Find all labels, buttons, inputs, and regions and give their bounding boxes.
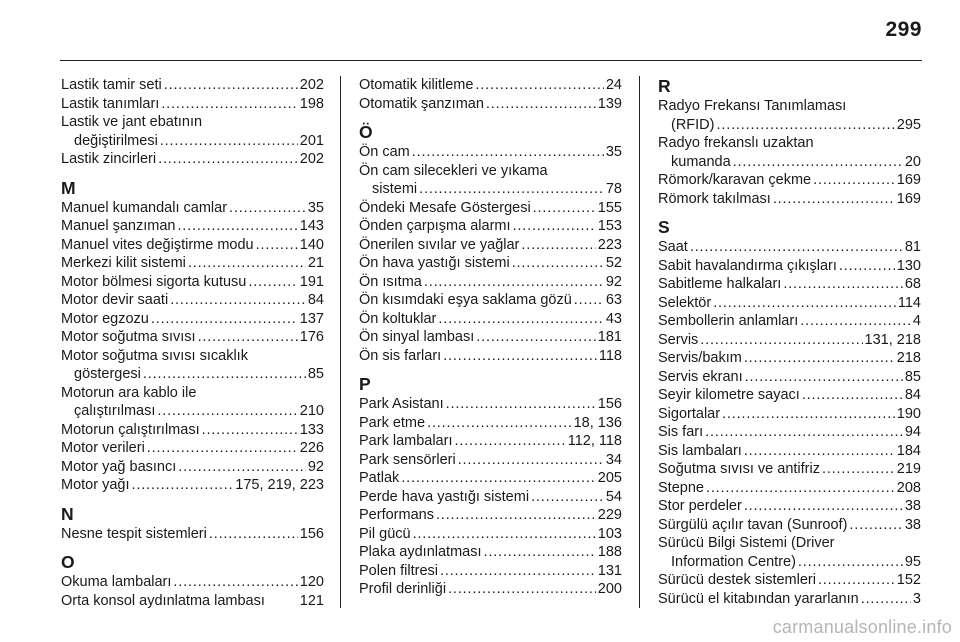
index-entry <box>359 488 622 507</box>
entry-page-numbers: 229 <box>597 507 622 523</box>
entry-term: Manuel vites değiştirme modu <box>61 236 254 253</box>
dot-leader <box>802 386 903 405</box>
entry-page-numbers: 205 <box>597 470 622 486</box>
entry-page-numbers: 84 <box>307 292 324 308</box>
dot-leader <box>448 580 596 599</box>
dot-leader <box>160 132 298 151</box>
index-entry <box>61 421 324 440</box>
index-entry <box>359 506 622 525</box>
entry-term: Sürücü el kitabından yararlanın <box>658 590 859 607</box>
entry-page-numbers: 202 <box>299 77 324 93</box>
page-number: 299 <box>885 18 922 41</box>
index-entry <box>658 331 921 350</box>
entry-page-numbers: 118 <box>598 347 622 364</box>
index-entry <box>61 217 324 236</box>
entry-page-numbers: 188 <box>597 544 622 560</box>
entry-term: Servis/bakım <box>658 350 742 366</box>
dot-leader <box>424 273 604 292</box>
dot-leader <box>521 236 595 255</box>
index-entry <box>61 310 324 329</box>
index-letter-heading: R <box>658 76 671 96</box>
entry-page-numbers: 78 <box>605 181 622 197</box>
dot-leader <box>157 402 297 421</box>
entry-page-numbers: 156 <box>299 525 324 542</box>
dot-leader <box>722 405 895 424</box>
dot-leader <box>419 180 604 199</box>
index-entry <box>658 590 921 609</box>
entry-term: Ön sis farları <box>359 347 442 364</box>
entry-term: Sürgülü açılır tavan (Sunroof) <box>658 516 848 533</box>
entry-term: Performans <box>359 507 434 523</box>
index-entry <box>658 190 921 209</box>
index-entry <box>658 97 921 134</box>
index-entry <box>658 497 921 516</box>
entry-term: Sis farı <box>658 424 704 440</box>
entry-page-numbers: 81 <box>904 239 921 255</box>
index-entry <box>61 150 324 169</box>
entry-term: Manuel şanzıman <box>61 218 176 234</box>
entry-page-numbers: 155 <box>597 199 622 216</box>
dot-leader <box>706 479 895 498</box>
entry-term-continuation: göstergesi <box>74 366 141 382</box>
index-entry <box>61 347 324 384</box>
entry-term: Radyo Frekansı Tanımlaması <box>658 98 847 114</box>
entry-term: Ön kısımdaki eşya saklama gözü <box>359 292 572 308</box>
entry-term: Servis ekranı <box>658 368 743 385</box>
index-entry <box>658 349 921 368</box>
entry-page-numbers: 85 <box>904 368 921 385</box>
dot-leader <box>401 469 595 488</box>
entry-term: Otomatik şanzıman <box>359 95 484 112</box>
dot-leader <box>475 76 603 95</box>
entry-term: Okuma lambaları <box>61 574 172 590</box>
entry-term: Park etme <box>359 414 426 431</box>
entry-page-numbers: 143 <box>299 218 324 234</box>
dot-leader <box>783 275 903 294</box>
index-entry <box>61 254 324 273</box>
entry-page-numbers: 94 <box>904 424 921 440</box>
dot-leader <box>198 328 298 347</box>
entry-page-numbers: 24 <box>605 77 622 93</box>
entry-page-numbers: 223 <box>597 236 622 253</box>
index-entry <box>61 525 324 544</box>
entry-term: Ön cam silecekleri ve yıkama <box>359 162 548 179</box>
entry-page-numbers: 190 <box>896 405 921 422</box>
index-column-2 <box>359 76 622 599</box>
entry-term: Motor yağ basıncı <box>61 458 177 475</box>
entry-term: Stepne <box>658 479 704 496</box>
index-entry <box>61 291 324 310</box>
entry-term: Lastik tanımları <box>61 95 160 112</box>
index-entry <box>359 414 622 433</box>
dot-leader <box>412 143 604 162</box>
entry-page-numbers: 121 <box>299 592 324 609</box>
index-letter-heading: P <box>359 374 371 394</box>
column-divider <box>340 76 341 608</box>
entry-term: Manuel kumandalı camlar <box>61 199 228 216</box>
dot-leader <box>533 199 596 218</box>
entry-term-continuation: sistemi <box>372 181 418 197</box>
entry-term: Polen filtresi <box>359 562 438 579</box>
entry-page-numbers: 21 <box>307 255 324 271</box>
index-entry <box>658 386 921 405</box>
entry-page-numbers: 3 <box>912 590 921 607</box>
index-entry <box>359 347 622 366</box>
index-entry <box>658 405 921 424</box>
entry-term: Motor yağı <box>61 477 130 493</box>
entry-page-numbers: 131, 218 <box>864 331 921 348</box>
entry-page-numbers: 176 <box>299 329 324 345</box>
entry-term: Motor bölmesi sigorta kutusu <box>61 273 247 290</box>
index-entry <box>61 199 324 218</box>
index-entry <box>359 469 622 488</box>
entry-page-numbers: 210 <box>299 403 324 419</box>
entry-page-numbers: 169 <box>896 190 921 207</box>
dot-leader <box>443 347 597 366</box>
column-divider <box>639 76 640 608</box>
entry-page-numbers: 114 <box>897 294 921 311</box>
index-entry <box>61 273 324 292</box>
index-entry <box>658 134 921 171</box>
entry-page-numbers: 175, 219, 223 <box>235 477 324 493</box>
dot-leader <box>229 199 306 218</box>
entry-term: Merkezi kilit sistemi <box>61 255 186 271</box>
entry-page-numbers: 85 <box>307 366 324 382</box>
entry-page-numbers: 92 <box>605 273 622 290</box>
dot-leader <box>413 525 596 544</box>
dot-leader <box>143 365 306 384</box>
entry-page-numbers: 35 <box>307 199 324 216</box>
entry-page-numbers: 219 <box>896 461 921 477</box>
entry-term: Römork takılması <box>658 190 771 207</box>
index-entry <box>658 312 921 331</box>
index-entry <box>359 95 622 114</box>
entry-term-continuation: Information Centre) <box>671 553 796 570</box>
entry-term: Motorun ara kablo ile <box>61 384 197 401</box>
entry-term: Sigortalar <box>658 405 721 422</box>
dot-leader <box>178 458 306 477</box>
entry-page-numbers: 191 <box>299 273 324 290</box>
entry-term: Stor perdeler <box>658 498 742 514</box>
dot-leader <box>798 553 903 572</box>
dot-leader <box>436 506 596 525</box>
entry-term: Ön ısıtma <box>359 273 422 290</box>
index-entry <box>61 384 324 421</box>
dot-leader <box>813 171 895 190</box>
dot-leader <box>188 254 306 273</box>
entry-page-numbers: 112, 118 <box>567 433 622 449</box>
entry-page-numbers: 4 <box>912 313 921 329</box>
index-entry <box>359 580 622 599</box>
entry-term: Lastik ve jant ebatının <box>61 114 203 130</box>
entry-page-numbers: 218 <box>896 350 921 366</box>
index-entry <box>359 273 622 292</box>
entry-term: Sembollerin anlamları <box>658 313 799 329</box>
entry-page-numbers: 34 <box>605 451 622 468</box>
index-entry <box>359 310 622 329</box>
dot-leader <box>173 573 297 592</box>
index-entry <box>61 476 324 495</box>
dot-leader <box>458 451 604 470</box>
entry-page-numbers: 43 <box>605 310 622 327</box>
dot-leader <box>745 368 903 387</box>
dot-leader <box>800 312 911 331</box>
index-entry <box>359 217 622 236</box>
index-entry <box>61 113 324 150</box>
index-entry <box>61 236 324 255</box>
dot-leader <box>744 442 895 461</box>
index-entry <box>359 291 622 310</box>
index-entry <box>658 442 921 461</box>
index-entry <box>359 395 622 414</box>
index-entry <box>658 479 921 498</box>
dot-leader <box>822 460 895 479</box>
dot-leader <box>690 238 903 257</box>
watermark: carmanualsonline.info <box>772 617 952 637</box>
dot-leader <box>164 76 298 95</box>
dot-leader <box>574 291 604 310</box>
dot-leader <box>512 254 604 273</box>
entry-page-numbers: 139 <box>597 95 622 112</box>
entry-page-numbers: 120 <box>299 574 324 590</box>
entry-term: Plaka aydınlatması <box>359 544 482 560</box>
index-entry <box>359 562 622 581</box>
index-entry <box>359 199 622 218</box>
entry-page-numbers: 63 <box>605 292 622 308</box>
entry-term: Park Asistanı <box>359 396 444 412</box>
index-letter-heading: S <box>658 217 670 237</box>
index-entry <box>359 543 622 562</box>
entry-page-numbers: 200 <box>597 581 622 597</box>
dot-leader <box>839 257 895 276</box>
entry-term: Sabit havalandırma çıkışları <box>658 257 837 274</box>
dot-leader <box>446 395 596 414</box>
entry-term-continuation: (RFID) <box>671 116 715 133</box>
entry-term: Motor devir saati <box>61 292 169 308</box>
entry-page-numbers: 38 <box>904 516 921 533</box>
entry-term: Motorun çalıştırılması <box>61 421 200 438</box>
index-column-1 <box>61 76 324 610</box>
dot-leader <box>717 116 895 135</box>
index-letter-heading: O <box>61 552 75 572</box>
index-entry <box>359 432 622 451</box>
entry-page-numbers: 169 <box>896 172 921 188</box>
entry-page-numbers: 68 <box>904 276 921 292</box>
dot-leader <box>486 95 596 114</box>
entry-term: Ön sinyal lambası <box>359 329 475 345</box>
dot-leader <box>818 571 895 590</box>
index-entry <box>658 460 921 479</box>
dot-leader <box>484 543 596 562</box>
dot-leader <box>454 432 565 451</box>
entry-term: Orta konsol aydınlatma lambası <box>61 592 265 609</box>
entry-page-numbers: 38 <box>904 498 921 514</box>
entry-page-numbers: 133 <box>299 421 324 438</box>
entry-term: Seyir kilometre sayacı <box>658 387 800 403</box>
dot-leader <box>531 488 604 507</box>
index-entry <box>359 162 622 199</box>
entry-term: Önerilen sıvılar ve yağlar <box>359 236 520 253</box>
dot-leader <box>209 525 298 544</box>
entry-page-numbers: 92 <box>307 458 324 475</box>
entry-term: Servis <box>658 331 699 348</box>
entry-term: Saat <box>658 239 688 255</box>
entry-page-numbers: 226 <box>299 440 324 456</box>
index-entry <box>359 143 622 162</box>
entry-page-numbers: 295 <box>896 116 921 133</box>
entry-page-numbers: 54 <box>605 488 622 505</box>
index-entry <box>359 254 622 273</box>
entry-term-continuation: değiştirilmesi <box>74 132 158 149</box>
entry-term: Radyo frekanslı uzaktan <box>658 135 814 151</box>
index-entry <box>658 534 921 571</box>
dot-leader <box>132 476 234 495</box>
entry-term: Ön cam <box>359 144 410 160</box>
index-entry <box>658 275 921 294</box>
entry-term: Profil derinliği <box>359 581 447 597</box>
entry-term: Önden çarpışma alarmı <box>359 218 511 234</box>
index-entry <box>359 451 622 470</box>
index-entry <box>658 238 921 257</box>
dot-leader <box>476 328 596 347</box>
entry-page-numbers: 181 <box>597 329 622 345</box>
index-letter-heading: Ö <box>359 122 373 142</box>
entry-page-numbers: 131 <box>597 562 622 579</box>
index-entry <box>61 592 324 611</box>
dot-leader <box>147 439 298 458</box>
dot-leader <box>161 95 297 114</box>
dot-leader <box>151 310 298 329</box>
entry-term: Motor soğutma sıvısı <box>61 329 196 345</box>
entry-term: Sabitleme halkaları <box>658 276 782 292</box>
dot-leader <box>202 421 298 440</box>
dot-leader <box>861 590 911 609</box>
entry-page-numbers: 153 <box>597 218 622 234</box>
entry-page-numbers: 152 <box>896 572 921 588</box>
index-entry <box>359 76 622 95</box>
entry-term: Patlak <box>359 470 400 486</box>
entry-term: Öndeki Mesafe Göstergesi <box>359 199 531 216</box>
entry-page-numbers: 140 <box>299 236 324 253</box>
header-rule <box>60 60 922 61</box>
index-column-3 <box>658 76 921 608</box>
entry-term: Selektör <box>658 294 712 311</box>
dot-leader <box>700 331 862 350</box>
dot-leader <box>849 516 902 535</box>
entry-page-numbers: 156 <box>597 396 622 412</box>
index-entry <box>61 573 324 592</box>
entry-term-continuation: kumanda <box>671 153 731 170</box>
index-entry <box>61 458 324 477</box>
entry-term: Sürücü Bilgi Sistemi (Driver <box>658 535 835 551</box>
dot-leader <box>773 190 895 209</box>
index-entry <box>61 95 324 114</box>
dot-leader <box>170 291 306 310</box>
dot-leader <box>440 562 596 581</box>
index-entry <box>658 257 921 276</box>
index-entry <box>359 525 622 544</box>
dot-leader <box>248 273 297 292</box>
entry-term: Perde hava yastığı sistemi <box>359 488 530 505</box>
entry-page-numbers: 35 <box>605 144 622 160</box>
entry-term: Sis lambaları <box>658 442 742 459</box>
entry-page-numbers: 18, 136 <box>573 414 622 431</box>
entry-term: Ön koltuklar <box>359 310 437 327</box>
dot-leader <box>744 349 895 368</box>
entry-page-numbers: 52 <box>605 255 622 271</box>
entry-term: Ön hava yastığı sistemi <box>359 255 510 271</box>
entry-term: Soğutma sıvısı ve antifriz <box>658 461 820 477</box>
dot-leader <box>733 153 903 172</box>
entry-page-numbers: 202 <box>299 151 324 167</box>
entry-page-numbers: 201 <box>299 132 324 149</box>
index-entry <box>658 294 921 313</box>
entry-page-numbers: 184 <box>896 442 921 459</box>
dot-leader <box>158 150 298 169</box>
entry-term: Park lambaları <box>359 433 453 449</box>
index-entry <box>658 516 921 535</box>
dot-leader <box>177 217 297 236</box>
entry-page-numbers: 20 <box>904 153 921 170</box>
index-entry <box>61 439 324 458</box>
index-entry <box>658 368 921 387</box>
dot-leader <box>513 217 596 236</box>
index-entry <box>359 328 622 347</box>
entry-term: Nesne tespit sistemleri <box>61 525 207 542</box>
entry-page-numbers: 84 <box>904 387 921 403</box>
index-letter-heading: M <box>61 177 76 198</box>
index-entry <box>61 76 324 95</box>
dot-leader <box>256 236 298 255</box>
index-entry <box>658 423 921 442</box>
entry-page-numbers: 198 <box>299 95 324 112</box>
entry-term: Park sensörleri <box>359 451 456 468</box>
entry-term: Motor egzozu <box>61 310 149 327</box>
entry-page-numbers: 95 <box>904 553 921 570</box>
index-letter-heading: N <box>61 503 74 524</box>
entry-term-continuation: çalıştırılması <box>74 403 156 419</box>
entry-term: Römork/karavan çekme <box>658 172 812 188</box>
dot-leader <box>713 294 896 313</box>
entry-page-numbers: 103 <box>597 525 622 542</box>
entry-term: Lastik zincirleri <box>61 151 157 167</box>
entry-term: Sürücü destek sistemleri <box>658 572 816 588</box>
entry-term: Pil gücü <box>359 525 411 542</box>
entry-term: Otomatik kilitleme <box>359 77 474 93</box>
dot-leader <box>705 423 903 442</box>
dot-leader <box>438 310 603 329</box>
index-entry <box>658 171 921 190</box>
entry-term: Motor verileri <box>61 440 145 456</box>
dot-leader <box>744 497 903 516</box>
index-entry <box>359 236 622 255</box>
entry-page-numbers: 137 <box>299 310 324 327</box>
entry-page-numbers: 208 <box>896 479 921 496</box>
entry-term: Motor soğutma sıvısı sıcaklık <box>61 347 248 364</box>
dot-leader <box>427 414 572 433</box>
entry-term: Lastik tamir seti <box>61 77 162 93</box>
entry-page-numbers: 130 <box>896 257 921 274</box>
index-entry <box>61 328 324 347</box>
index-entry <box>658 571 921 590</box>
